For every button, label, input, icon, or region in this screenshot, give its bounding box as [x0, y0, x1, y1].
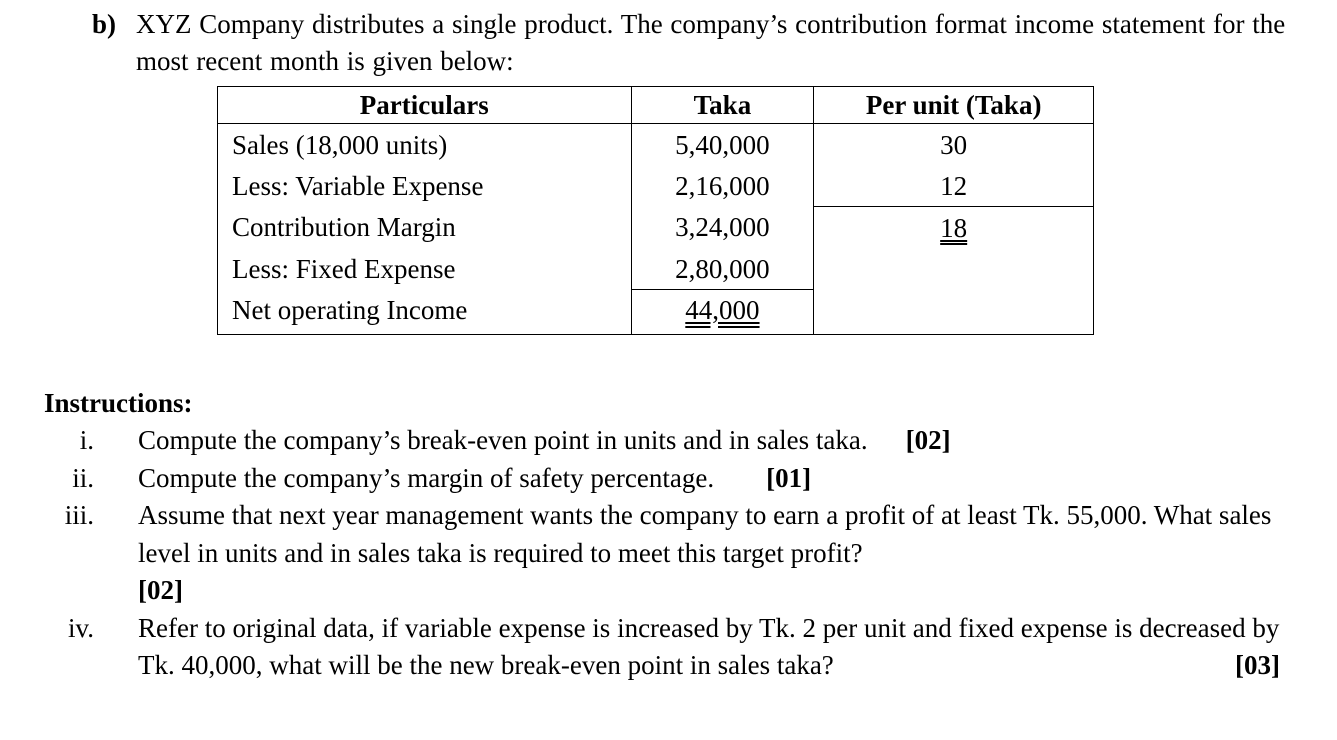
item-marks: [02]	[138, 575, 183, 605]
item-marks: [03]	[1235, 650, 1280, 680]
row-particular: Less: Fixed Expense	[218, 248, 632, 290]
question-b	[92, 6, 1292, 80]
table-header-row	[218, 87, 1094, 124]
list-item	[30, 422, 1320, 460]
row-taka: 5,40,000	[631, 124, 814, 166]
list-item	[30, 460, 1320, 498]
item-text: Assume that next year management wants the company to earn a profit of at least Tk. 55,000. What sales level in units and in sales taka is required to meet this target profit?	[138, 500, 1272, 568]
item-marks: [02]	[905, 425, 951, 455]
row-per-unit: 30	[814, 124, 1094, 166]
item-text: Compute the company’s break-even point in units and in sales taka.	[138, 425, 868, 455]
question-text: XYZ Company distributes a single product. The company’s contribution format income statement for the most recent month is given below:	[136, 9, 1286, 76]
row-taka: 3,24,000	[631, 207, 814, 249]
per-unit-cm-value: 18	[940, 212, 968, 243]
row-per-unit: 12	[814, 165, 1094, 207]
header-taka: Taka	[631, 87, 814, 124]
table-row	[218, 248, 1094, 290]
item-text-wrapper	[138, 460, 1298, 498]
instructions-list	[30, 422, 1320, 685]
item-text: Refer to original data, if variable expense is increased by Tk. 2 per unit and fixed expense is decreased by Tk. 40,000, what will be the new break-even point in sales taka?	[138, 612, 1280, 680]
row-per-unit	[814, 207, 1094, 249]
item-number: ii.	[72, 462, 94, 493]
list-item	[30, 497, 1320, 610]
row-particular: Contribution Margin	[218, 207, 632, 249]
row-per-unit	[814, 248, 1094, 290]
instructions-heading: Instructions:	[44, 388, 193, 418]
row-particular: Less: Variable Expense	[218, 165, 632, 207]
row-taka	[631, 290, 814, 335]
item-text-wrapper	[138, 497, 1298, 610]
table-row	[218, 124, 1094, 166]
row-particular: Net operating Income	[218, 290, 632, 335]
row-taka: 2,16,000	[631, 165, 814, 207]
list-item	[30, 610, 1320, 685]
header-particulars: Particulars	[218, 87, 632, 124]
row-particular: Sales (18,000 units)	[218, 124, 632, 166]
table-row	[218, 165, 1094, 207]
question-label: b)	[92, 9, 117, 39]
item-number: iv.	[68, 612, 94, 643]
item-number: i.	[79, 425, 94, 455]
row-per-unit	[814, 290, 1094, 335]
table-row	[218, 207, 1094, 249]
item-number: iii.	[64, 500, 94, 530]
net-income-value: 44,000	[685, 295, 760, 325]
income-statement-table-wrapper	[217, 86, 1094, 335]
item-text-wrapper	[138, 422, 1298, 460]
row-taka: 2,80,000	[631, 248, 814, 290]
header-per-unit: Per unit (Taka)	[814, 87, 1094, 124]
item-marks: [01]	[766, 462, 812, 493]
item-text-wrapper	[138, 610, 1298, 685]
table-row	[218, 290, 1094, 335]
item-text: Compute the company’s margin of safety percentage.	[138, 462, 715, 493]
income-statement-table	[217, 86, 1094, 335]
